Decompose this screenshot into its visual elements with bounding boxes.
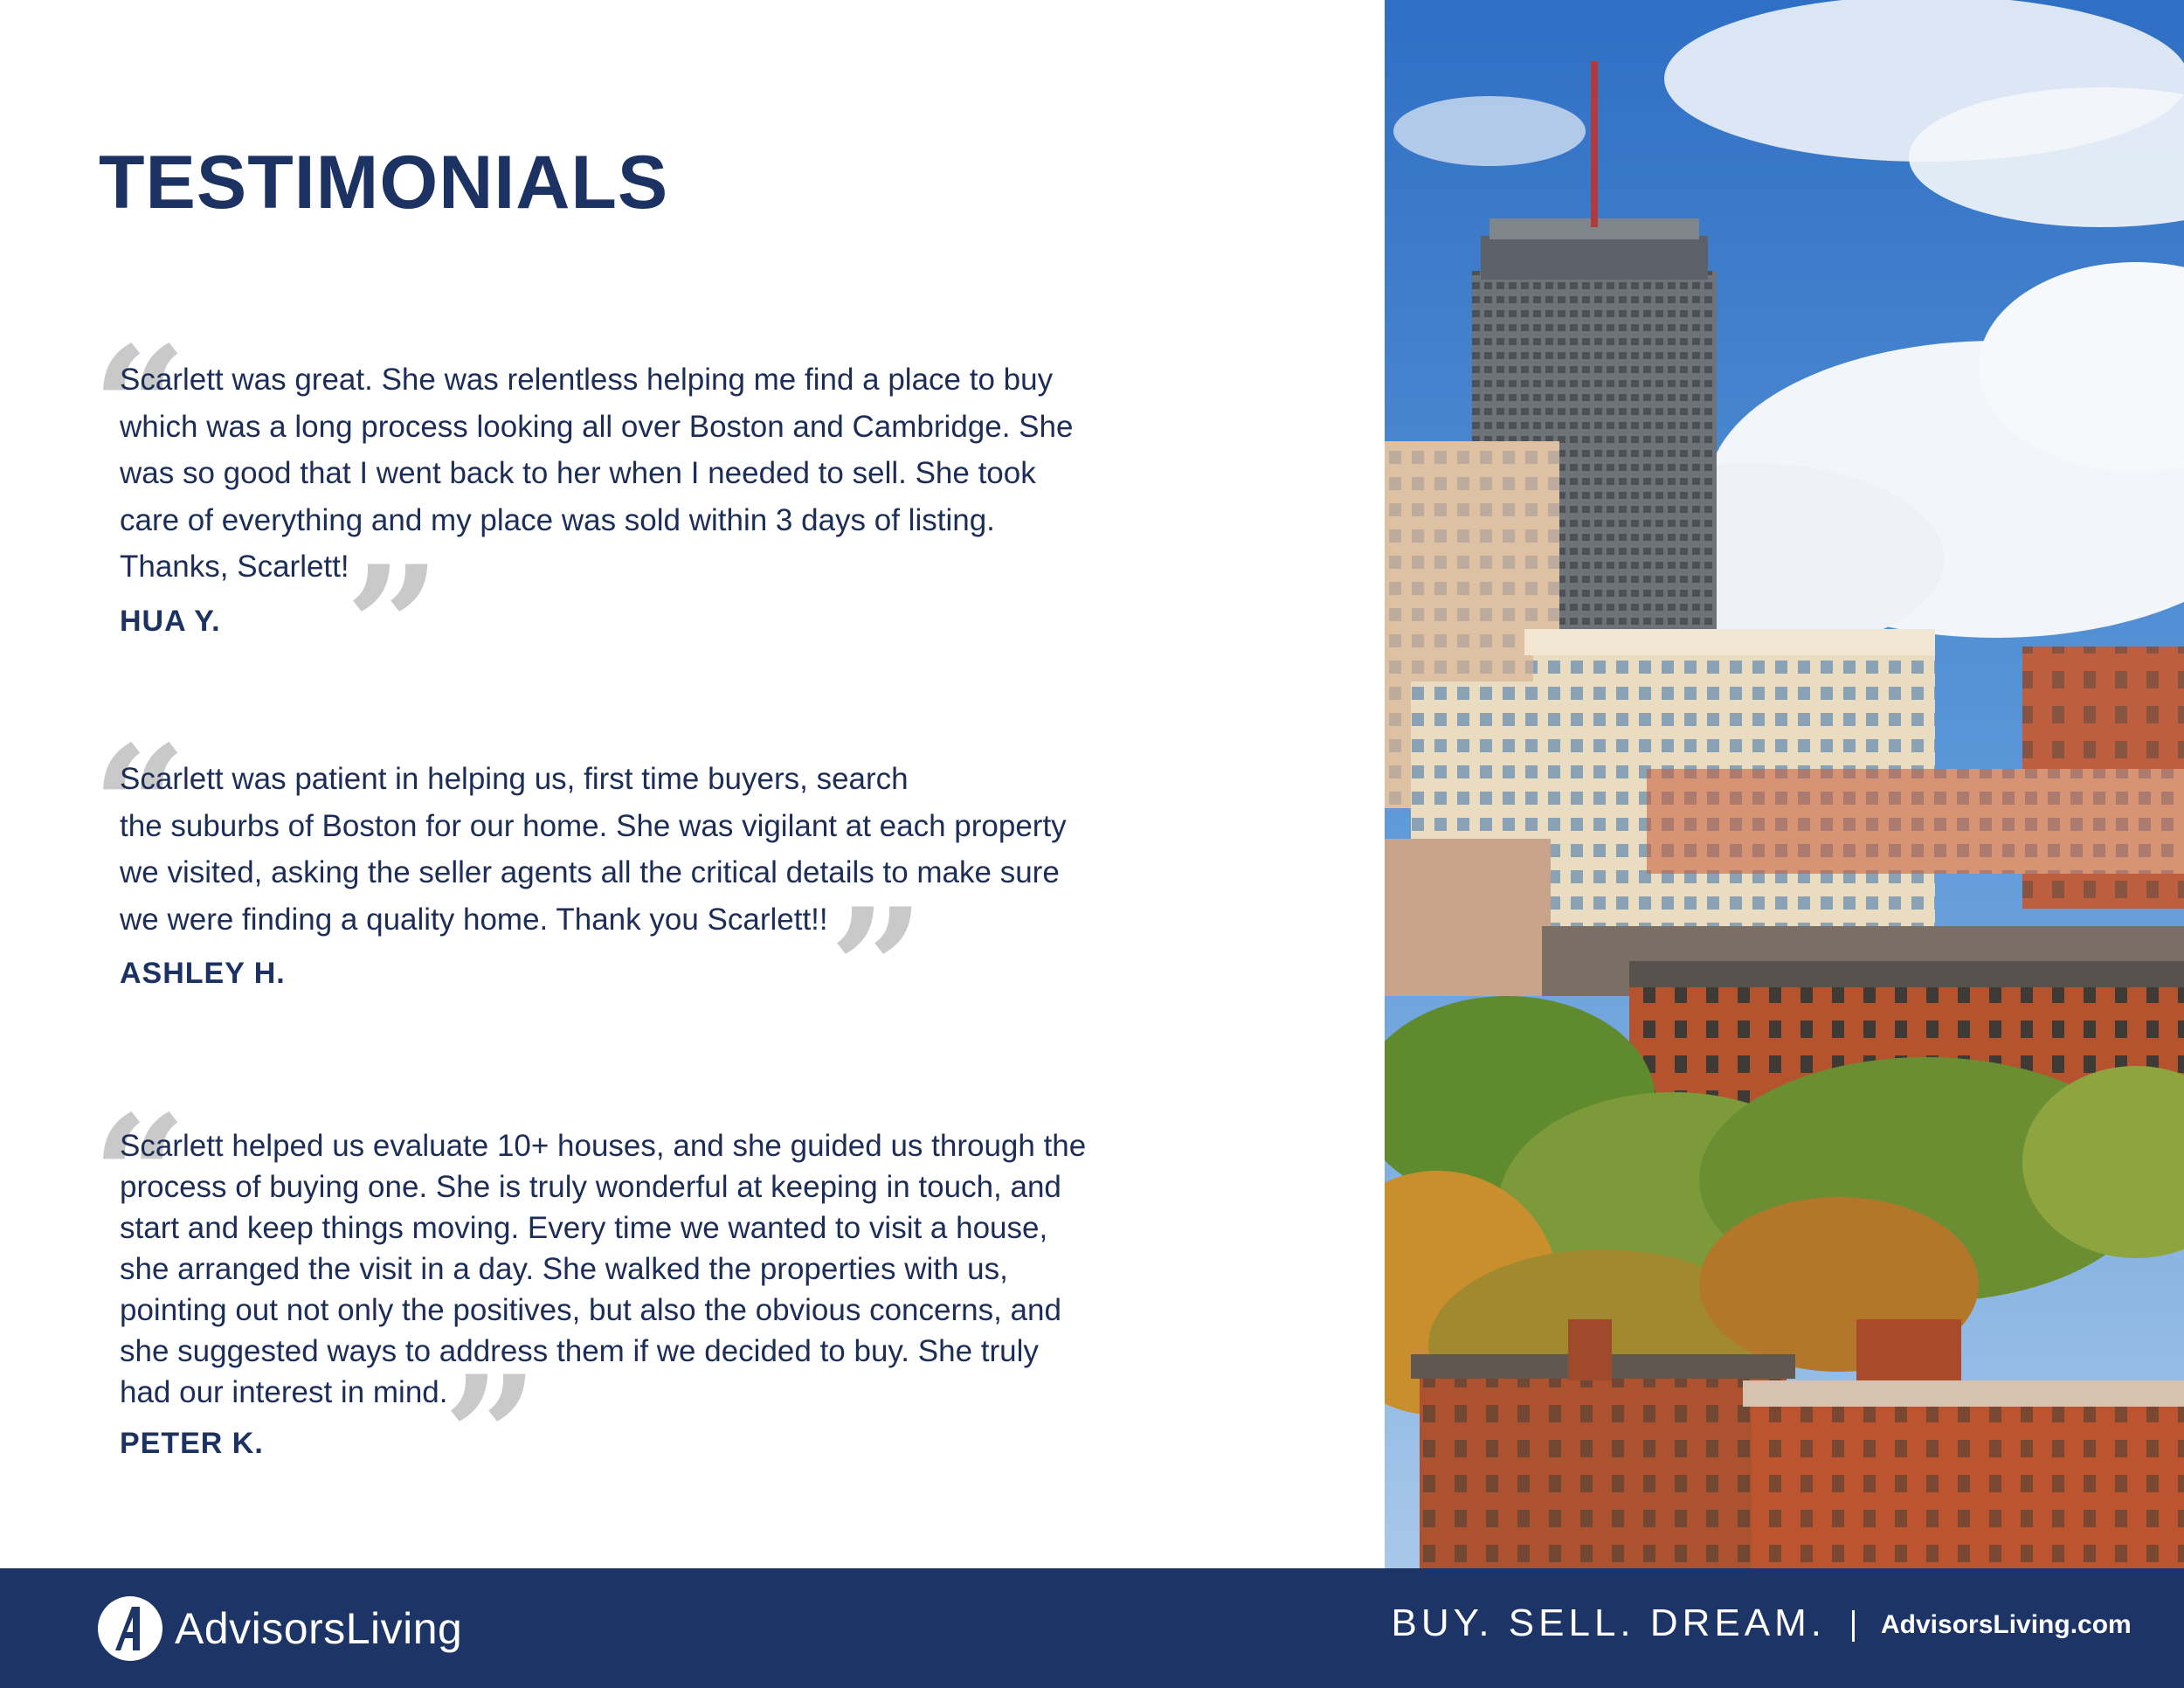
open-quote-icon: “	[92, 1079, 188, 1274]
testimonial-3	[92, 1079, 1168, 1534]
logo-wordmark: AdvisorsLiving	[175, 1604, 463, 1653]
testimonial-text: Scarlett helped us evaluate 10+ houses, and she guided us through the process of buying one. She is truly wonderful at keeping in touch, and start and keep things moving. Every time we wanted to visit a house, she arranged the visit in a day. She walked the properties with us, pointing out not only the positives, but also the obvious concerns, and she suggested ways to address them if we decided to buy. She truly had our interest in mind.	[120, 1129, 1087, 1409]
advisorsliving-logo-icon	[96, 1595, 164, 1663]
website-link[interactable]: AdvisorsLiving.com	[1881, 1610, 2132, 1639]
footer-divider	[1852, 1610, 1855, 1642]
boston-skyline-photo	[1385, 0, 2184, 1568]
close-quote-icon: ”	[443, 1339, 539, 1534]
testimonial-author: PETER K.	[120, 1427, 264, 1460]
footer-tagline: BUY. SELL. DREAM.	[1391, 1602, 1826, 1644]
close-quote-icon: ”	[829, 872, 925, 1067]
testimonial-author: HUA Y.	[120, 604, 221, 638]
testimonial-text: Scarlett was patient in helping us, first time buyers, search the suburbs of Boston for our home. She was vigilant at each property we visited, asking the seller agents all the critical details to make sure we were finding a quality home. Thank you Scarlett!!	[120, 762, 1067, 937]
testimonial-2	[92, 709, 1168, 1067]
footer	[0, 1568, 2184, 1688]
testimonial-text: Scarlett was great. She was relentless helping me find a place to buy which was a long process looking all over Boston and Cambridge. She was so good that I went back to her when I needed to sell. She took care of everything and my place was sold within 3 days of listing. Thanks, Scarlett!	[120, 363, 1074, 584]
testimonial-author: ASHLEY H.	[120, 957, 286, 990]
open-quote-icon: “	[92, 310, 188, 505]
advisorsliving-logo[interactable]	[96, 1595, 462, 1663]
testimonial-1	[92, 310, 1168, 724]
open-quote-icon: “	[92, 709, 188, 904]
close-quote-icon: ”	[345, 529, 441, 724]
page-title: TESTIMONIALS	[99, 141, 669, 225]
